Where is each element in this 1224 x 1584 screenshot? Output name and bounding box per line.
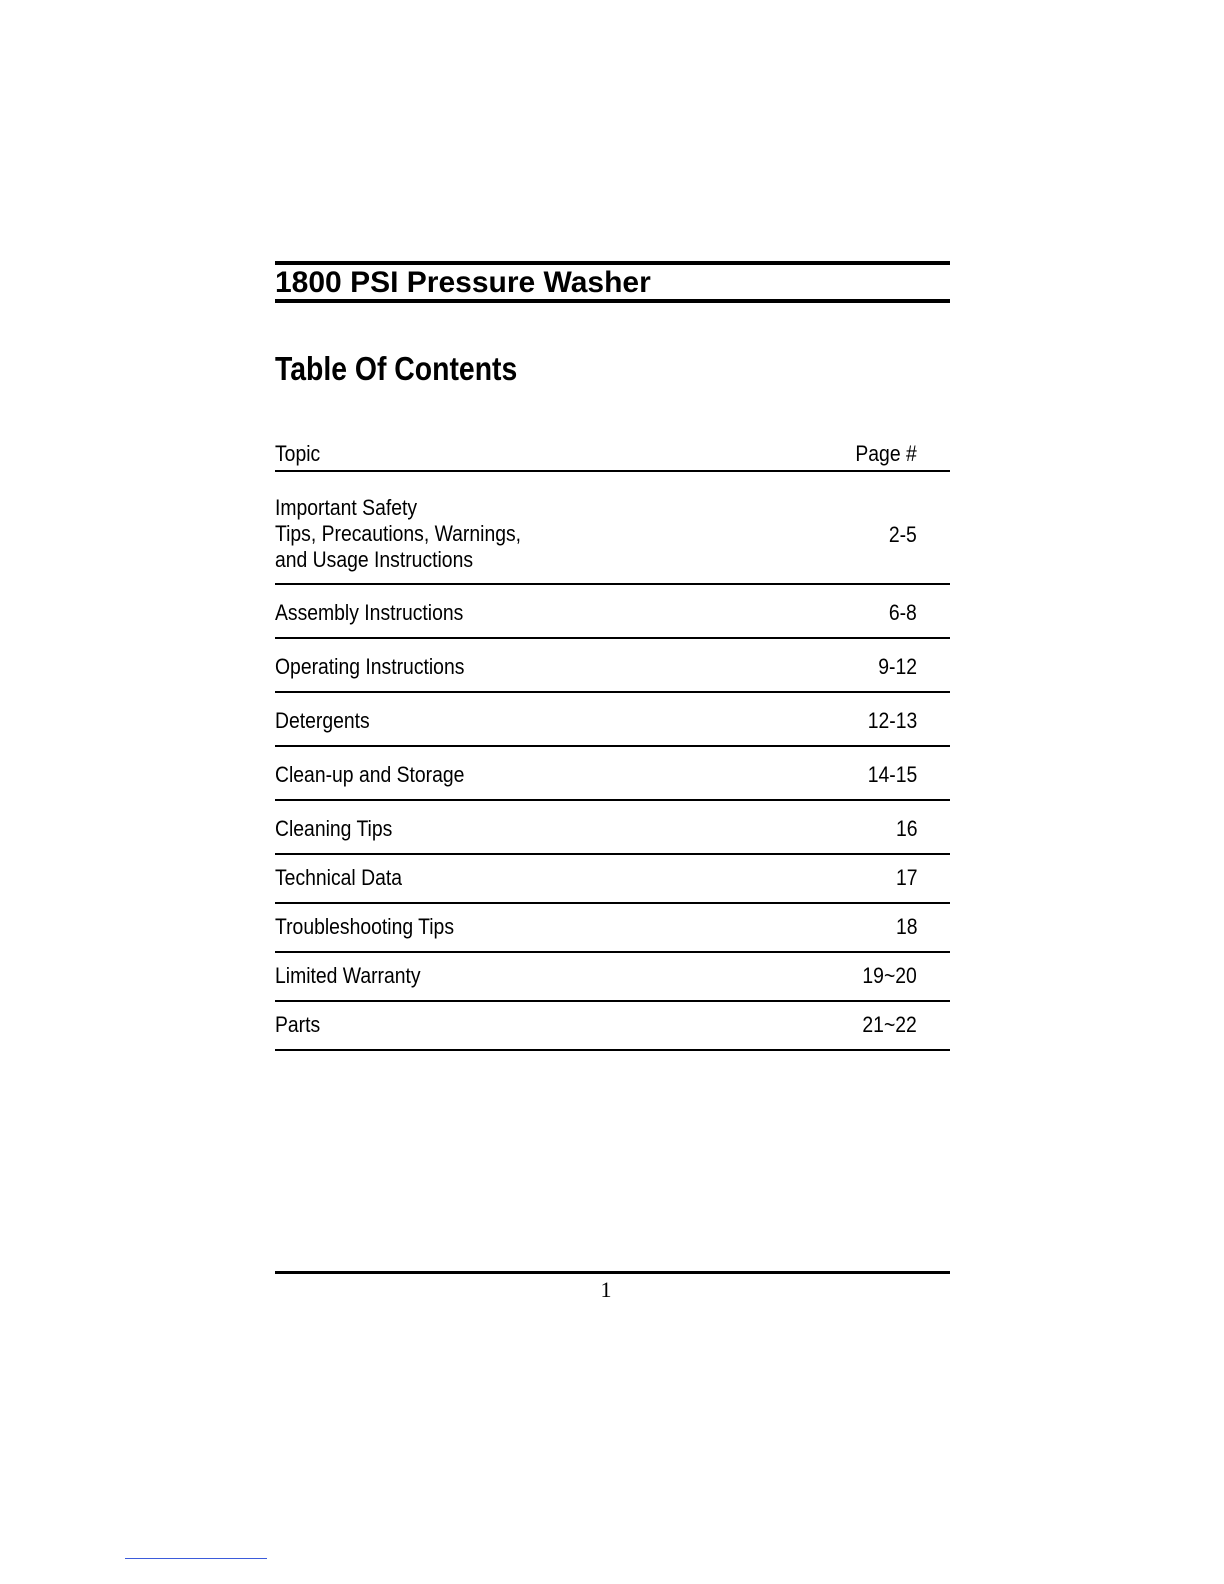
toc-page: 9-12 (878, 654, 917, 679)
toc-row-operating (275, 639, 950, 693)
header-rule-bottom (275, 299, 950, 303)
toc-topic: Operating Instructions (275, 654, 465, 679)
toc-topic-line: Tips, Precautions, Warnings, (275, 521, 522, 546)
toc-row-assembly (275, 585, 950, 639)
toc-topic: Technical Data (275, 865, 402, 890)
toc-heading: Table Of Contents (275, 350, 518, 387)
link-underline[interactable] (125, 1558, 267, 1559)
toc-topic-line: Important Safety (275, 495, 418, 520)
toc-column-page: Page # (855, 441, 917, 466)
toc-topic (275, 495, 521, 573)
toc-page: 19~20 (862, 963, 917, 988)
toc-topic: Parts (275, 1012, 321, 1037)
header-rule-top (275, 261, 950, 265)
toc-topic: Detergents (275, 708, 370, 733)
toc-page: 21~22 (862, 1012, 917, 1037)
toc-topic: Troubleshooting Tips (275, 914, 455, 939)
toc-topic: Clean-up and Storage (275, 762, 465, 787)
page-number: 1 (600, 1277, 612, 1302)
toc-column-topic: Topic (275, 441, 321, 466)
toc-topic: Cleaning Tips (275, 816, 393, 841)
toc-row-warranty (275, 953, 950, 1002)
footer-rule (275, 1271, 950, 1274)
toc-row-cleanup (275, 747, 950, 801)
toc-page: 14-15 (867, 762, 917, 787)
toc-row-technical-data (275, 855, 950, 904)
toc-topic-line: and Usage Instructions (275, 547, 474, 572)
toc-page: 12-13 (867, 708, 917, 733)
toc-topic: Assembly Instructions (275, 600, 464, 625)
toc-page: 6-8 (889, 600, 917, 625)
toc-page: 2-5 (889, 522, 917, 547)
toc-row-detergents (275, 693, 950, 747)
toc-page: 16 (895, 816, 917, 841)
toc-row-troubleshooting (275, 904, 950, 953)
toc-header-row (275, 438, 950, 472)
toc-page: 18 (895, 914, 917, 939)
toc-page: 17 (895, 865, 917, 890)
document-title: 1800 PSI Pressure Washer (275, 266, 651, 299)
toc-topic: Limited Warranty (275, 963, 421, 988)
toc-row-safety (275, 472, 950, 585)
toc-row-cleaning-tips (275, 801, 950, 855)
toc-row-parts (275, 1002, 950, 1051)
table-of-contents (275, 438, 950, 1051)
